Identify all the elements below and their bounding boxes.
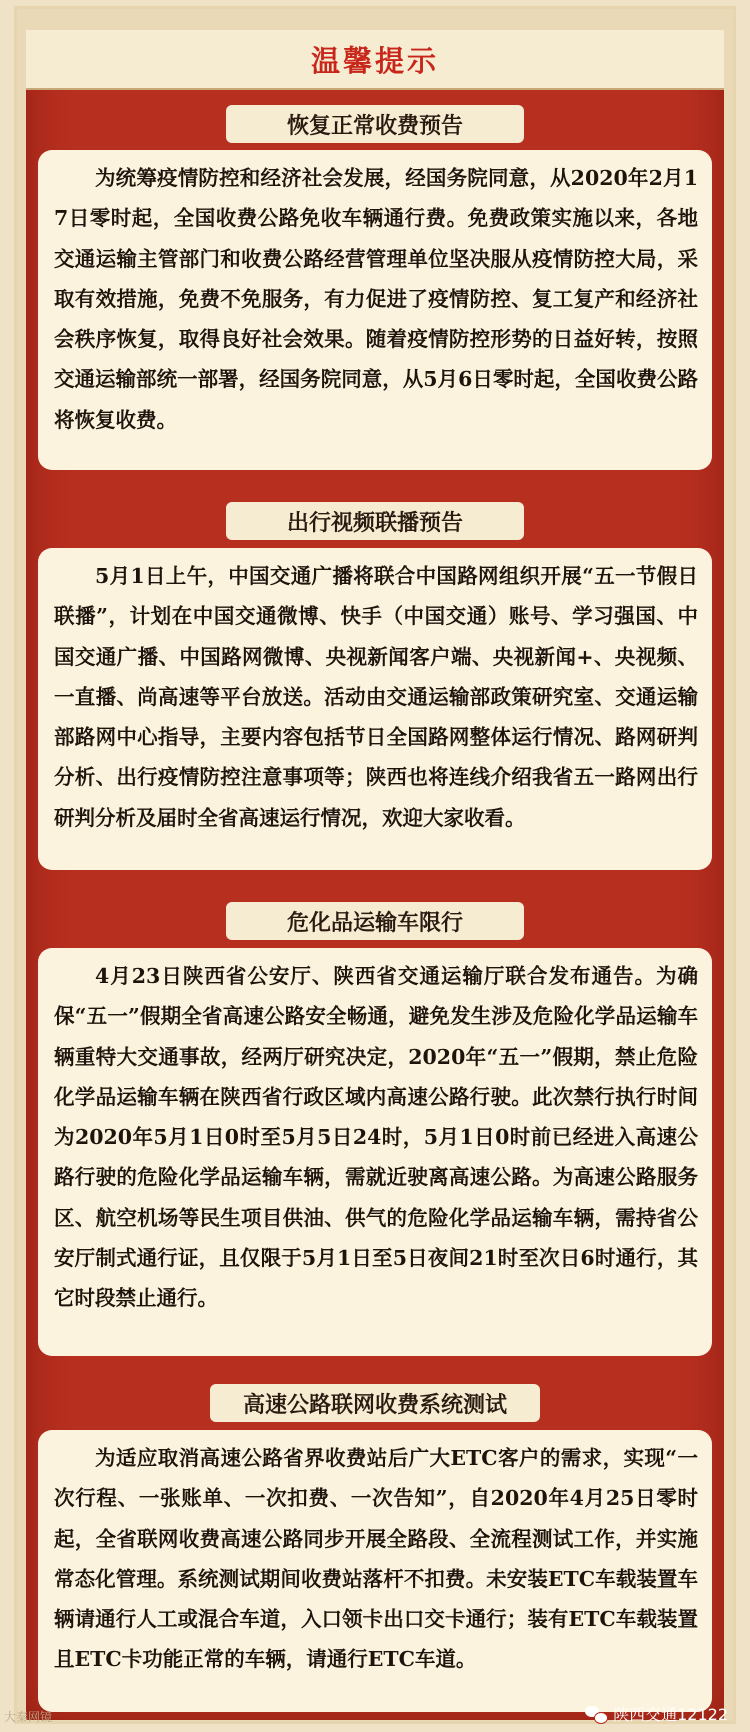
- section-heading-hazmat-restriction: 危化品运输车限行: [226, 902, 524, 940]
- title-strip: [26, 30, 724, 90]
- section-card-etc-test: [38, 1430, 712, 1712]
- section-heading-video-broadcast: 出行视频联播预告: [226, 502, 524, 540]
- page-title: 温馨提示: [310, 43, 439, 78]
- wechat-icon: [585, 1705, 607, 1723]
- section-card-video-broadcast: [38, 548, 712, 870]
- watermark-right: [585, 1702, 728, 1725]
- section-heading-etc-test: 高速公路联网收费系统测试: [210, 1384, 540, 1422]
- section-heading-toll-resume: 恢复正常收费预告: [226, 105, 524, 143]
- watermark-account-name: 陕西交通12122: [613, 1705, 728, 1724]
- section-card-hazmat-restriction: [38, 948, 712, 1356]
- section-card-toll-resume: [38, 150, 712, 470]
- section-body-etc-test: 为适应取消高速公路省界收费站后广大ETC客户的需求，实现“一次行程、一张账单、一次扣费、一次告知”，自2020年4月25日零时起，全省联网收费高速公路同步开展全路段、全流程测试工作，并实施常态化管理。系统测试期间收费站落杆不扣费。未安装ETC车载装置车辆请通行人工或混合车道，入口领卡出口交卡通行；装有ETC车载装置且ETC卡功能正常的车辆，请通行ETC车道。: [54, 1446, 698, 1672]
- section-body-video-broadcast: 5月1日上午，中国交通广播将联合中国路网组织开展“五一节假日联播”，计划在中国交通微博、快手（中国交通）账号、学习强国、中国交通广播、中国路网微博、央视新闻客户端、央视新闻+、央视频、一直播、尚高速等平台放送。活动由交通运输部政策研究室、交通运输部路网中心指导，主要内容包括节日全国路网整体运行情况、路网研判分析、出行疫情防控注意事项等；陕西也将连线介绍我省五一路网出行研判分析及届时全省高速运行情况，欢迎大家收看。: [54, 564, 698, 830]
- section-body-hazmat-restriction: 4月23日陕西省公安厅、陕西省交通运输厅联合发布通告。为确保“五一”假期全省高速公路安全畅通，避免发生涉及危险化学品运输车辆重特大交通事故，经两厅研究决定，2020年“五一”假期，禁止危险化学品运输车辆在陕西省行政区域内高速公路行驶。此次禁行执行时间为2020年5月1日0时至5月5日24时，5月1日0时前已经进入高速公路行驶的危险化学品运输车辆，需就近驶离高速公路。为高速公路服务区、航空机场等民生项目供油、供气的危险化学品运输车辆，需持省公安厅制式通行证，且仅限于5月1日至5日夜间21时至次日6时通行，其它时段禁止通行。: [54, 964, 698, 1311]
- section-body-toll-resume: 为统筹疫情防控和经济社会发展，经国务院同意，从2020年2月17日零时起，全国收费公路免收车辆通行费。免费政策实施以来，各地交通运输主管部门和收费公路经营管理单位坚决服从疫情防控大局，采取有效措施，免费不免服务，有力促进了疫情防控、复工复产和经济社会秩序恢复，取得良好社会效果。随着疫情防控形势的日益好转，按照交通运输部统一部署，经国务院同意，从5月6日零时起，全国收费公路将恢复收费。: [54, 166, 698, 432]
- watermark-left: 大秦网镜: [4, 1710, 53, 1724]
